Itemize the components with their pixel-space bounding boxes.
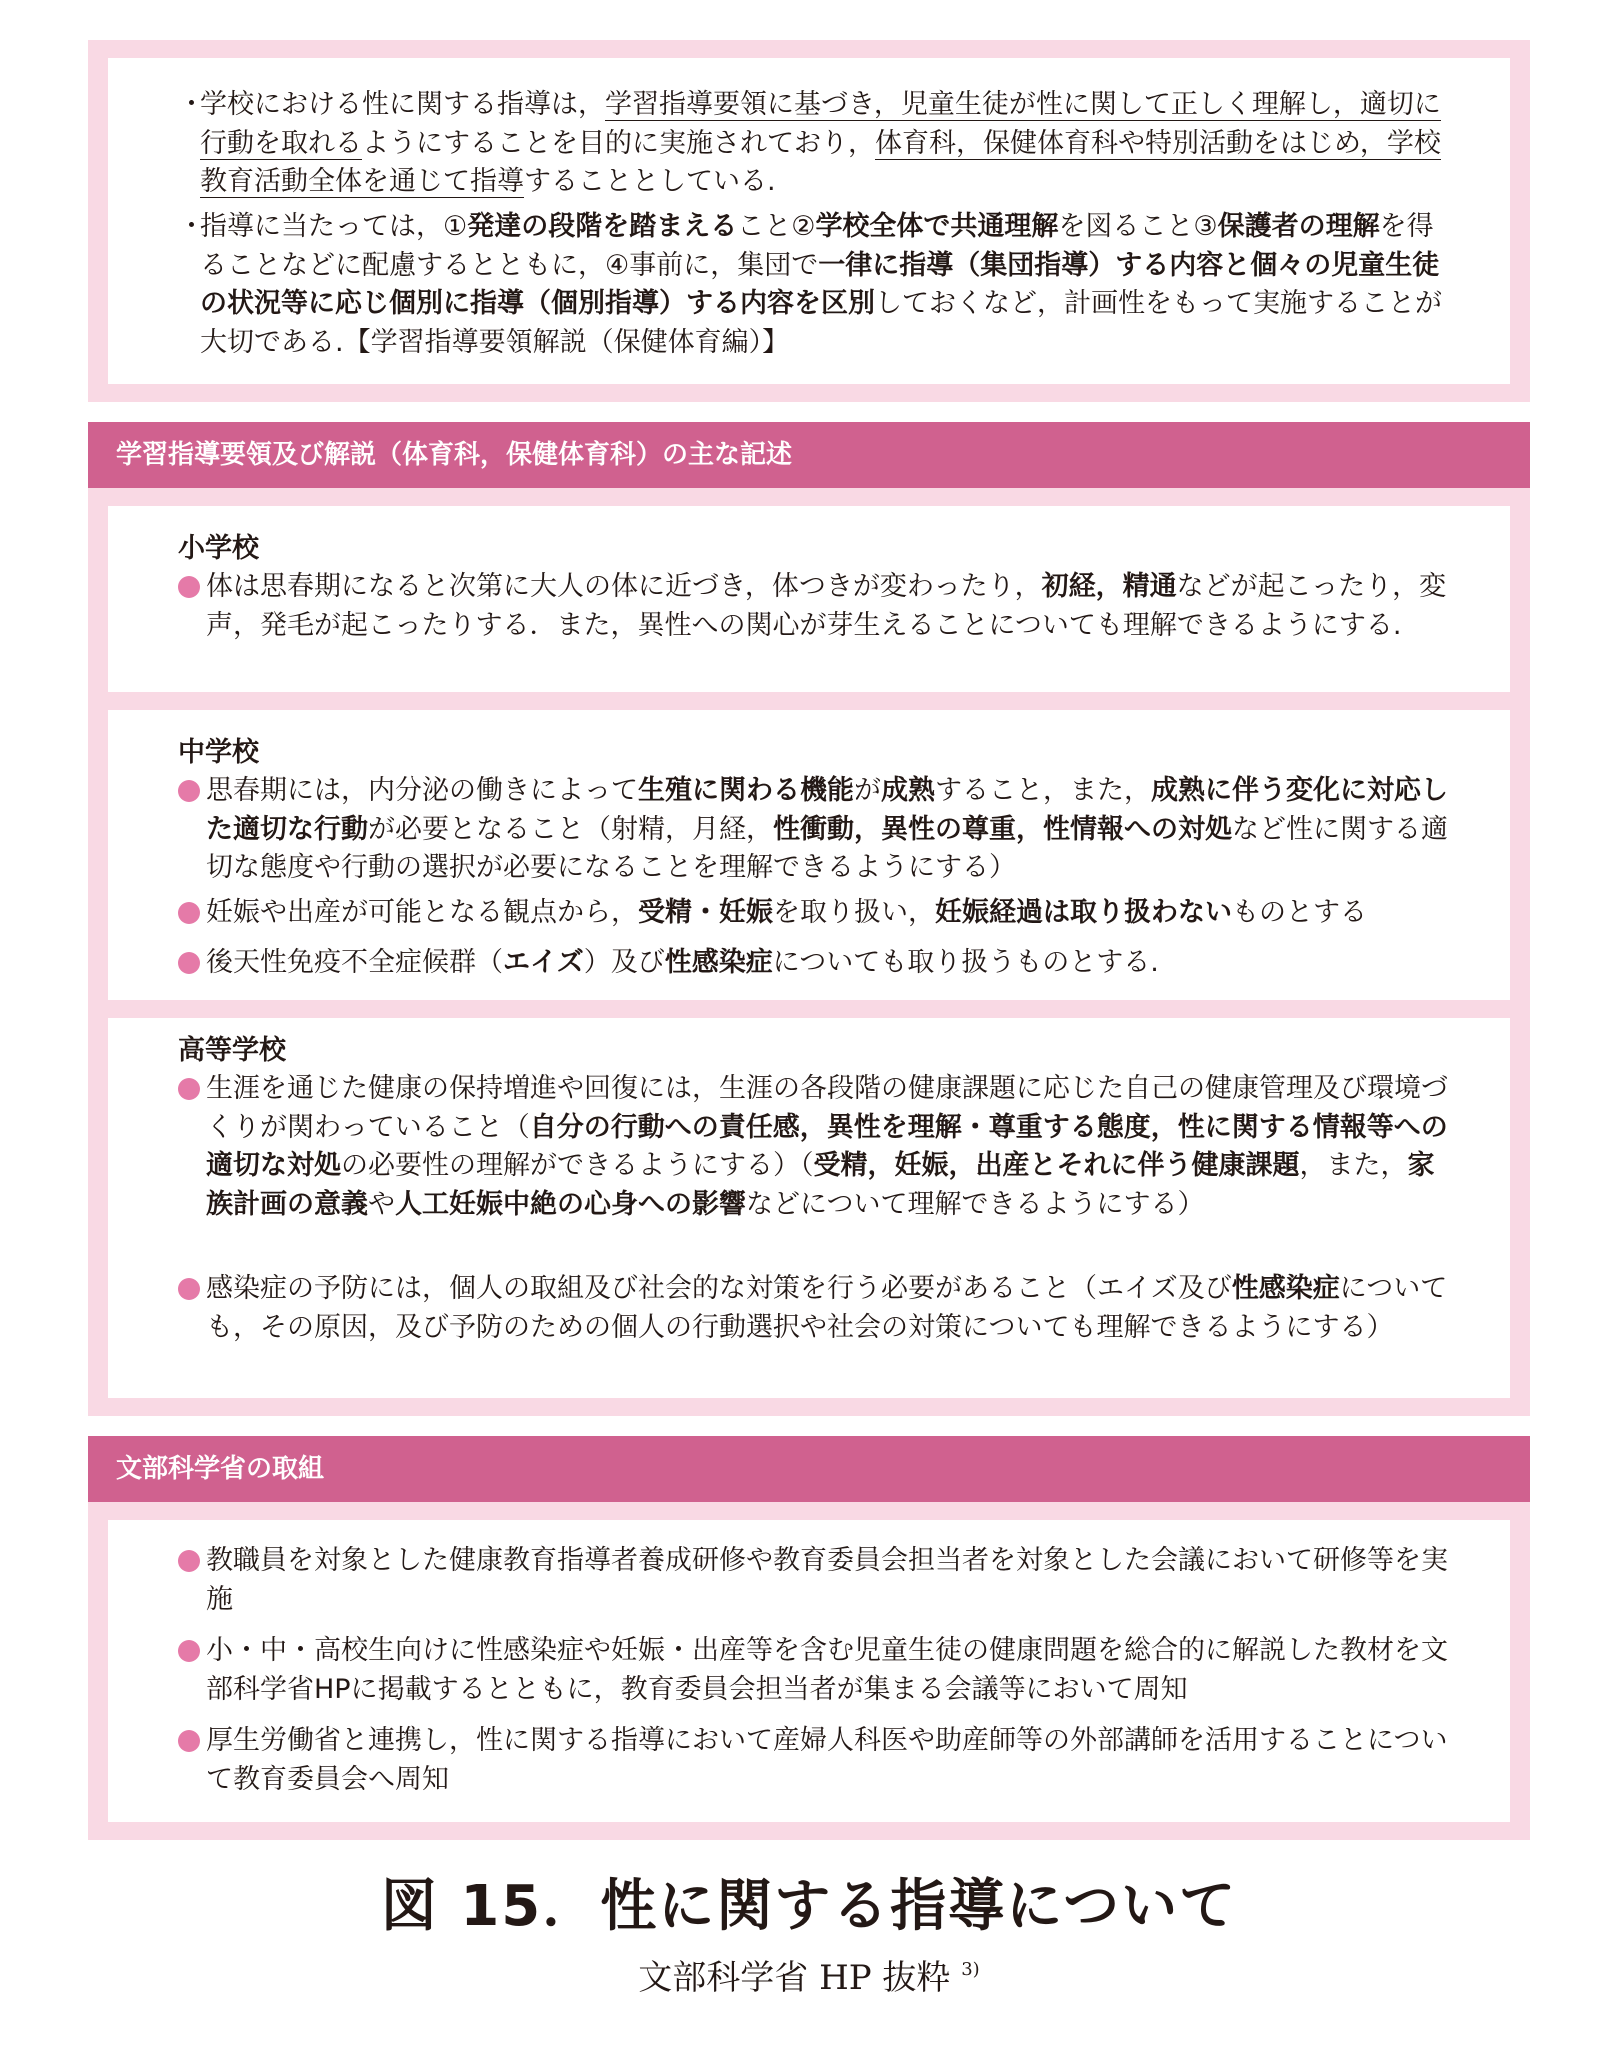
bullet-dot-icon bbox=[178, 952, 200, 974]
bold-text: 発達の段階を踏まえる bbox=[467, 211, 738, 242]
intro-paragraph-1 bbox=[178, 86, 1450, 202]
list-item-text bbox=[206, 1070, 1454, 1224]
bold-text: 人工妊娠中絶の心身への影響 bbox=[395, 1188, 746, 1220]
text-run: についても，その原因，及び予防のための個人の行動選択や社会の対策についても理解できるようにする） bbox=[206, 1273, 1448, 1343]
bold-text: エイズ bbox=[503, 947, 584, 978]
text-run: を得ることなどに配慮するとともに，④事前に，集団で bbox=[200, 211, 1434, 281]
school-title-junior: 中学校 bbox=[178, 737, 259, 768]
elementary-box bbox=[108, 506, 1510, 692]
list-item bbox=[178, 1542, 1454, 1619]
intro-paragraph-1-text bbox=[200, 86, 1450, 202]
bullet-dot-icon bbox=[178, 780, 200, 802]
text-run: などについて理解できるようにする） bbox=[746, 1188, 1205, 1220]
dot-marker: ・ bbox=[178, 211, 205, 242]
list-item bbox=[178, 1632, 1454, 1709]
list-item-text bbox=[206, 944, 1454, 983]
bold-text: 自分の行動への責任感，異性を理解・尊重する態度，性に関する情報等への適切な対処 bbox=[206, 1111, 1448, 1181]
bullet-dot-icon bbox=[178, 576, 200, 598]
list-item-text bbox=[206, 772, 1454, 888]
curriculum-frame bbox=[88, 488, 1530, 1416]
text-run: ）及び bbox=[583, 947, 665, 978]
bold-text: 受精，妊娠，出産とそれに伴う健康課題 bbox=[813, 1150, 1300, 1181]
bold-text: 成熟 bbox=[881, 775, 935, 806]
bold-text: 性感染症 bbox=[664, 947, 773, 978]
list-item bbox=[178, 568, 1454, 645]
text-run: など性に関する適切な態度や行動の選択が必要になることを理解できるようにする） bbox=[206, 813, 1448, 883]
section-header-mext: 文部科学省の取組 bbox=[88, 1436, 1530, 1502]
text-run: 妊娠や出産が可能となる観点から， bbox=[206, 897, 638, 928]
text-run: が必要となること（射精，月経， bbox=[368, 813, 773, 845]
list-item bbox=[178, 1070, 1454, 1224]
underlined-text: はじめ，学校教育活動全体を通じて指導 bbox=[200, 127, 1441, 197]
text-run: こと② bbox=[737, 211, 816, 242]
mext-box bbox=[108, 1520, 1510, 1822]
bullet-dot-icon bbox=[178, 1278, 200, 1300]
list-item bbox=[178, 1270, 1454, 1347]
text-run: することとしている. bbox=[524, 166, 776, 197]
text-run: が bbox=[854, 775, 881, 806]
text-run: 思春期には，内分泌の働きによって bbox=[206, 775, 638, 806]
intro-paragraph-2 bbox=[178, 208, 1450, 362]
text-run: 体は思春期になると次第に大人の体に近づき，体つきが変わったり， bbox=[206, 571, 1042, 602]
underlined-text: 適切に行動を取れる bbox=[200, 89, 1441, 159]
list-item bbox=[178, 772, 1454, 888]
list-item-text bbox=[206, 1270, 1454, 1347]
list-item bbox=[178, 944, 1454, 983]
section-header-curriculum: 学習指導要領及び解説（体育科，保健体育科）の主な記述 bbox=[88, 422, 1530, 488]
intro-frame bbox=[88, 40, 1530, 402]
underlined-text: 体育科，保健体育科や特別活動を bbox=[875, 127, 1280, 159]
bold-text: 生殖に関わる機能 bbox=[638, 775, 854, 806]
figure-title: 図 15．性に関する指導について bbox=[380, 1874, 1238, 1939]
figure-source-text: 文部科学省 HP 抜粋 bbox=[638, 1958, 951, 1998]
text-run: を図ること③ bbox=[1058, 211, 1218, 242]
intro-paragraph-2-text bbox=[200, 208, 1450, 362]
text-run: 後天性免疫不全症候群（ bbox=[206, 947, 503, 978]
underlined-text: 学習指導要領に基づき，児童生徒が性に関して正しく理解し， bbox=[605, 89, 1360, 120]
text-run: ，また， bbox=[1299, 1150, 1408, 1181]
bullet-dot-icon bbox=[178, 1640, 200, 1662]
list-item-text: 厚生労働省と連携し，性に関する指導において産婦人科医や助産師等の外部講師を活用することについて教育委員会へ周知 bbox=[206, 1725, 1448, 1795]
bold-text: 性感染症 bbox=[1231, 1273, 1340, 1304]
bold-text: 学校全体で共通理解 bbox=[815, 211, 1059, 242]
text-run: ものとする bbox=[1232, 897, 1367, 928]
text-run: などが起こったり，変声，発毛が起こったりする．また，異性への関心が芽生えることについても理解できるようにする. bbox=[206, 571, 1447, 641]
list-item bbox=[178, 894, 1454, 933]
figure-reference: 3) bbox=[961, 1959, 980, 1980]
text-run: についても取り扱うものとする. bbox=[772, 947, 1159, 978]
list-item-text bbox=[206, 568, 1454, 645]
bullet-dot-icon bbox=[178, 902, 200, 924]
bold-text: 初経，精通 bbox=[1041, 571, 1177, 602]
junior-box bbox=[108, 710, 1510, 1000]
bold-text: 保護者の理解 bbox=[1217, 211, 1380, 242]
list-item-text bbox=[206, 894, 1454, 933]
bold-text: 家族計画の意義 bbox=[206, 1150, 1435, 1220]
text-run: すること，また， bbox=[935, 775, 1151, 806]
text-run: の必要性の理解ができるようにする）（ bbox=[341, 1150, 814, 1181]
list-item bbox=[178, 1722, 1454, 1799]
bullet-dot-icon bbox=[178, 1550, 200, 1572]
bold-text: 受精・妊娠 bbox=[638, 897, 773, 928]
text-run: 学校における性に関する指導は， bbox=[200, 89, 605, 120]
intro-box bbox=[108, 58, 1510, 384]
school-title-high: 高等学校 bbox=[178, 1035, 286, 1066]
list-item-text: 教職員を対象とした健康教育指導者養成研修や教育委員会担当者を対象とした会議において研修等を実施 bbox=[206, 1545, 1448, 1615]
high-box bbox=[108, 1018, 1510, 1398]
bold-text: 性衝動，異性の尊重，性情報への対処 bbox=[773, 813, 1232, 845]
bold-text: 一律に指導（集団指導）する内容と個々の児童生徒の状況等に応じ個別に指導（個別指導）する内容を区別 bbox=[200, 249, 1440, 319]
text-run: や bbox=[368, 1188, 395, 1220]
dot-marker: ・ bbox=[178, 89, 205, 120]
list-item-text: 小・中・高校生向けに性感染症や妊娠・出産等を含む児童生徒の健康問題を総合的に解説した教材を文部科学省HPに掲載するとともに，教育委員会担当者が集まる会議等において周知 bbox=[206, 1635, 1448, 1705]
text-run: を取り扱い， bbox=[773, 897, 935, 928]
text-run: しておくなど，計画性をもって実施することが大切である.【学習指導要領解説（保健体育編）】 bbox=[200, 288, 1442, 358]
bullet-dot-icon bbox=[178, 1730, 200, 1752]
figure-source bbox=[0, 1950, 1618, 1999]
text-run: 指導に当たっては，① bbox=[200, 211, 468, 242]
bullet-dot-icon bbox=[178, 1078, 200, 1100]
bold-text: 成熟に伴う変化に対応した適切な行動 bbox=[206, 775, 1448, 845]
text-run: ようにすることを目的に実施されており， bbox=[362, 127, 875, 159]
bold-text: 妊娠経過は取り扱わない bbox=[935, 897, 1232, 928]
mext-frame bbox=[88, 1502, 1530, 1840]
text-run: 生涯を通じた健康の保持増進や回復には，生涯の各段階の健康課題に応じた自己の健康管理及び環境づくりが関わっていること（ bbox=[206, 1073, 1448, 1143]
school-title-elementary: 小学校 bbox=[178, 533, 259, 564]
text-run: 感染症の予防には，個人の取組及び社会的な対策を行う必要があること（エイズ及び bbox=[206, 1273, 1232, 1304]
